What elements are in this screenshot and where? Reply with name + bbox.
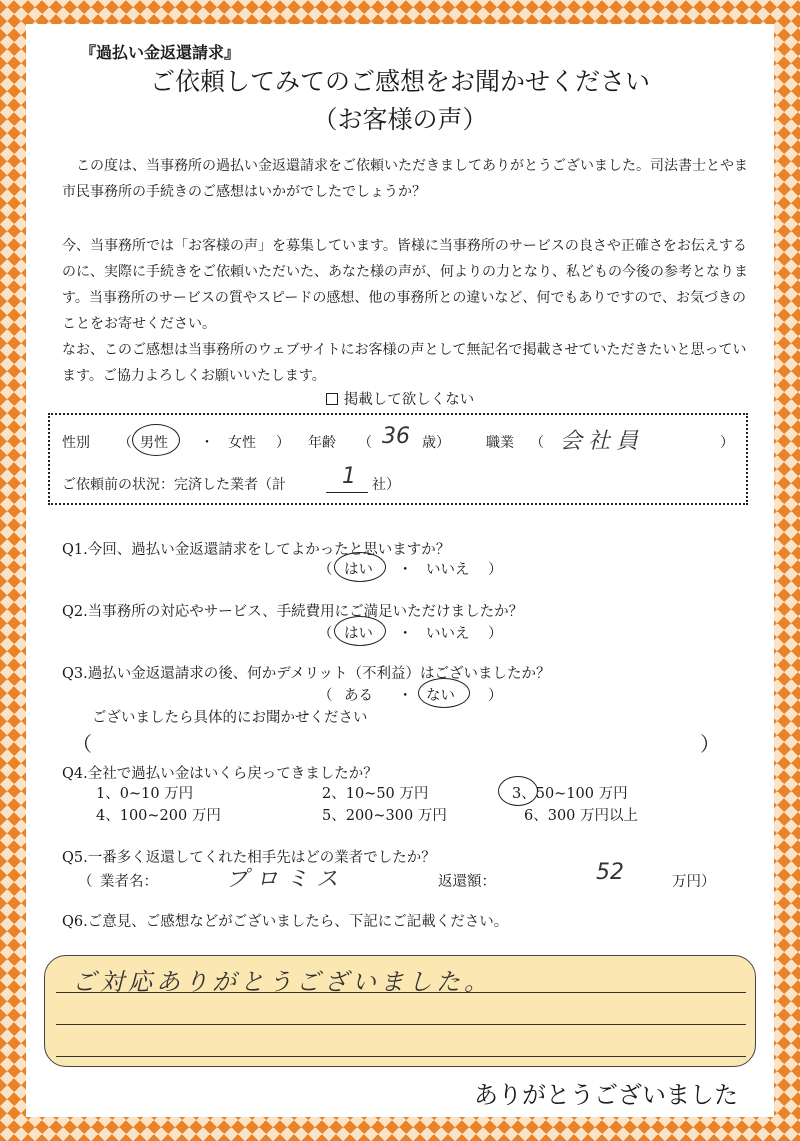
- form-subtitle: 『過払い金返還請求』: [80, 43, 241, 62]
- q2-close-paren: ）: [488, 626, 503, 642]
- q1-close-paren: ）: [488, 562, 503, 578]
- q3-detail-open: （: [72, 732, 92, 756]
- q3-detail-prompt: ございましたら具体的にお聞かせください: [92, 710, 368, 726]
- q3-detail-close: ）: [700, 732, 720, 756]
- q1-no-option[interactable]: いいえ: [426, 562, 470, 578]
- q4-option-1[interactable]: 1、0~10 万円: [96, 786, 194, 802]
- gender-label: 性別: [62, 435, 90, 451]
- selection-circle: [418, 678, 470, 708]
- job-value[interactable]: 会社員: [560, 429, 645, 454]
- intro-paragraph-1: この度は、当事務所の過払い金返還請求をご依頼いただきましてありがとうございました。司法書士とやま市民事務所の手続きのご感想はいかがでしたでしょうか？: [62, 158, 748, 200]
- job-close-paren: ）: [720, 435, 734, 451]
- status-underline: [326, 492, 368, 493]
- no-publish-label: 掲載して欲しくない: [343, 392, 475, 408]
- status-count-value[interactable]: 1: [342, 464, 356, 489]
- job-open-paren: （: [530, 435, 544, 451]
- q2-text: Q2.当事務所の対応やサービス、手続費用にご満足いただけましたか？: [62, 604, 524, 620]
- age-open-paren: （: [358, 435, 372, 451]
- selection-circle: [334, 552, 386, 582]
- q3-close-paren: ）: [488, 688, 503, 704]
- gender-close-paren: ）: [276, 435, 290, 451]
- q5-company-label: 業者名：: [100, 874, 158, 890]
- selection-circle: [132, 424, 180, 456]
- q5-text: Q5.一番多く返還してくれた相手先はどの業者でしたか？: [62, 850, 436, 866]
- q2-open-paren: （: [318, 626, 333, 642]
- selection-circle: [498, 776, 538, 806]
- status-unit: 社）: [372, 477, 400, 493]
- gender-separator: ・: [200, 435, 214, 451]
- q1-yes-option[interactable]: はい: [344, 562, 373, 578]
- page-title: ご依頼してみてのご感想をお聞かせください: [149, 67, 650, 96]
- gender-open-paren: （: [118, 435, 132, 451]
- q5-company-value[interactable]: プロミス: [226, 867, 347, 892]
- closing-thanks: ありがとうございました: [474, 1081, 738, 1109]
- q5-open-paren: （: [78, 874, 93, 890]
- job-label: 職業: [486, 435, 514, 451]
- q6-text: Q6.ご意見、ご感想などがございましたら、下記にご記載ください。: [62, 914, 509, 930]
- age-value[interactable]: 36: [382, 424, 410, 449]
- age-label: 年齢: [308, 435, 336, 451]
- age-unit: 歳）: [422, 435, 450, 451]
- q3-yes-option[interactable]: ある: [344, 688, 373, 704]
- q4-option-6[interactable]: 6、300 万円以上: [524, 808, 639, 824]
- q1-separator: ・: [398, 562, 413, 578]
- q5-amount-unit: 万円）: [672, 874, 716, 890]
- status-label: ご依頼前の状況：完済した業者（計: [62, 477, 286, 493]
- q4-option-5[interactable]: 5、200~300 万円: [322, 808, 447, 824]
- comment-line-3: [56, 1056, 746, 1057]
- q3-no-option[interactable]: ない: [426, 688, 455, 704]
- selection-circle: [334, 616, 386, 646]
- q3-text: Q3.過払い金返還請求の後、何かデメリット（不利益）はございましたか？: [62, 666, 551, 682]
- q1-open-paren: （: [318, 562, 333, 578]
- q4-option-4[interactable]: 4、100~200 万円: [96, 808, 221, 824]
- intro-paragraph-2: 今、当事務所では「お客様の声」を募集しています。皆様に当事務所のサービスの良さや正確さをお伝えするのに、実際に手続きをご依頼いただいた、あなた様の声が、何よりの力となり、私どもの今後の参考となります。当事務所のサービスの質やスピードの感想、他の事務所との違いなど、何でもありですので、お気づきのことをお寄せください。: [62, 238, 748, 332]
- q6-answer[interactable]: ご対応ありがとうございました。: [72, 968, 492, 996]
- comment-line-2: [56, 1024, 746, 1025]
- q2-separator: ・: [398, 626, 413, 642]
- q5-amount-value[interactable]: 52: [596, 860, 624, 885]
- intro-paragraph-3: なお、このご感想は当事務所のウェブサイトにお客様の声として無記名で掲載させていただきたいと思っています。ご協力よろしくお願いいたします。: [62, 342, 747, 384]
- q3-separator: ・: [398, 688, 413, 704]
- q5-amount-label: 返還額：: [438, 874, 496, 890]
- q4-option-2[interactable]: 2、10~50 万円: [322, 786, 429, 802]
- q4-text: Q4.全社で過払い金はいくら戻ってきましたか？: [62, 766, 378, 782]
- no-publish-checkbox[interactable]: [326, 393, 338, 405]
- q2-yes-option[interactable]: はい: [344, 626, 373, 642]
- no-publish-option[interactable]: [0, 388, 800, 409]
- q2-no-option[interactable]: いいえ: [426, 626, 470, 642]
- q1-text: Q1.今回、過払い金返還請求をしてよかったと思いますか？: [62, 542, 451, 558]
- q4-option-3[interactable]: 3、50~100 万円: [512, 786, 628, 802]
- gender-male-option[interactable]: 男性: [140, 435, 168, 451]
- page-title-sub: （お客様の声）: [312, 105, 488, 134]
- gender-female-option[interactable]: 女性: [228, 435, 256, 451]
- q3-open-paren: （: [318, 688, 333, 704]
